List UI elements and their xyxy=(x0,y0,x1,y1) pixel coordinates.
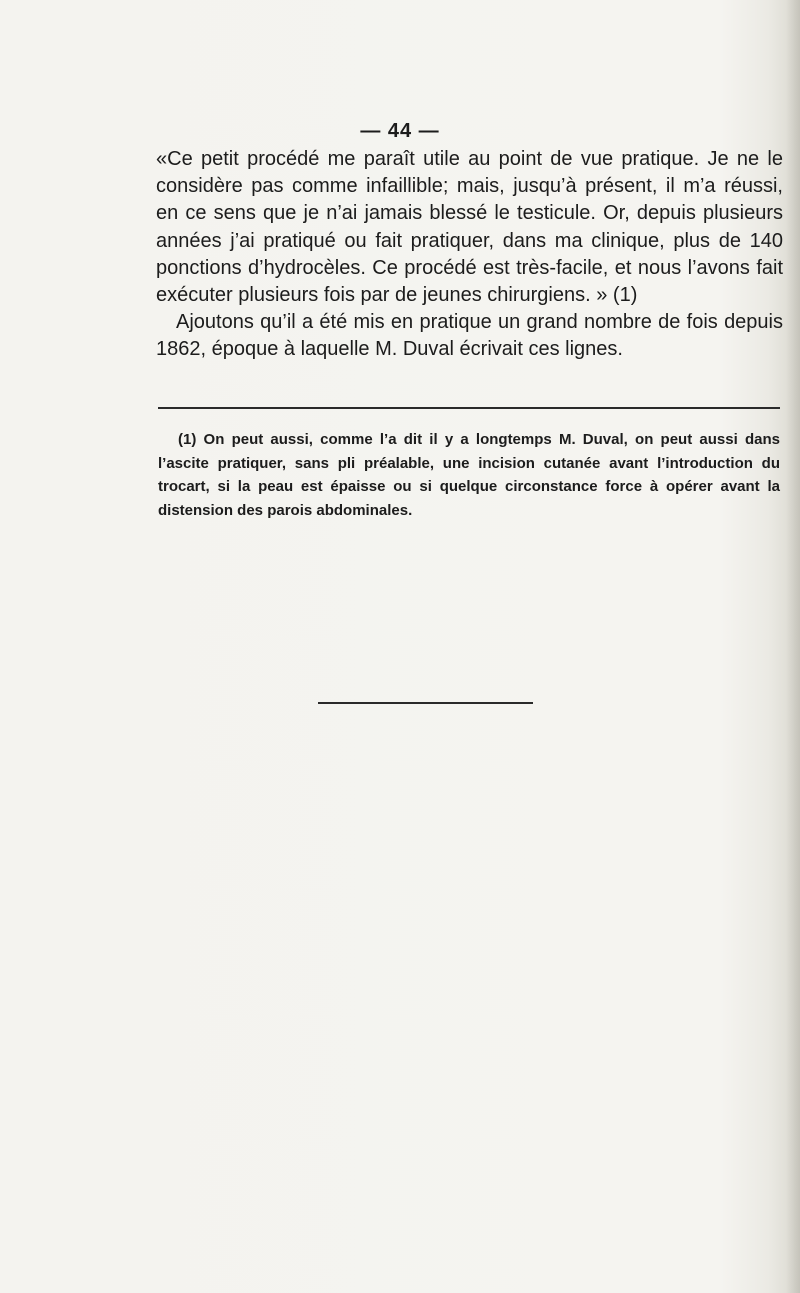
footnote xyxy=(158,428,780,522)
paragraph-conclusion: Ajoutons qu’il a été mis en pratique un grand nombre de fois depuis 1862, époque à laquelle M. Duval écrivait ces lignes. xyxy=(156,311,783,361)
page-edge-shadow xyxy=(786,0,800,1293)
footnote-separator xyxy=(158,407,780,409)
page-number: — 44 — xyxy=(360,120,440,142)
footnote-text: (1) On peut aussi, comme l’a dit il y a longtemps M. Duval, on peut aussi dans l’ascite pratiquer, sans pli préalable, une incision cutanée avant l’introduction du trocart, si la peau est épaisse ou si quelque circonstance force à opérer avant la distension des parois abdominales. xyxy=(158,431,780,519)
end-rule xyxy=(318,702,533,704)
paragraph-quote: «Ce petit procédé me paraît utile au point de vue pratique. Je ne le considère pas comme infaillible; mais, jusqu’à présent, il m’a réussi, en ce sens que je n’ai jamais blessé le testicule. Or, depuis plusieurs années j’ai pratiqué ou fait pratiquer, dans ma clinique, plus de 140 ponctions d’hydrocèles. Ce procédé est très-facile, et nous l’avons fait exécuter plusieurs fois par de jeunes chirurgiens. » (1) xyxy=(156,148,783,307)
main-text xyxy=(156,146,783,364)
